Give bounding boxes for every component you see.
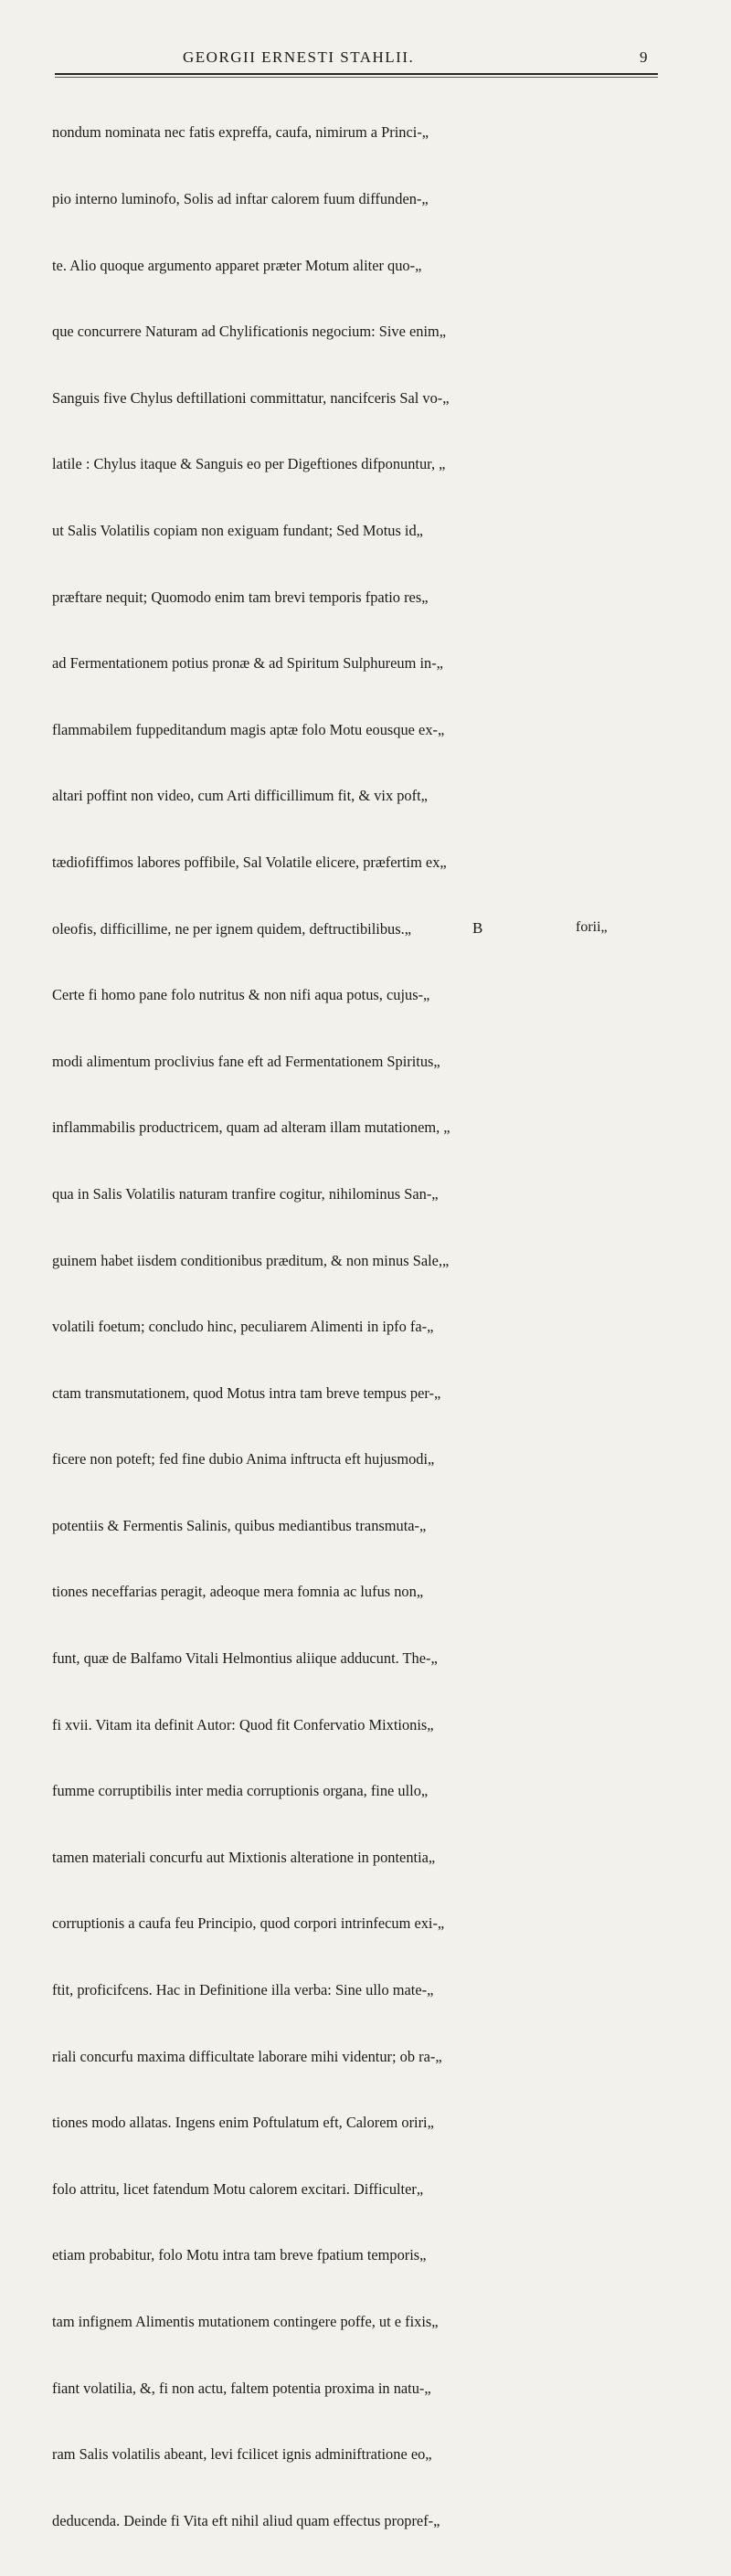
text-line: folo attritu, licet fatendum Motu calorem excitari. Difficulter„ — [52, 2179, 424, 2198]
text-line: ad Fermentationem potius pronæ & ad Spiritum Sulphureum in-„ — [52, 654, 443, 673]
text-line: potentiis & Fermentis Salinis, quibus mediantibus transmuta-„ — [52, 1516, 427, 1534]
text-line: fumme corruptibilis inter media corruptionis organa, fine ullo„ — [52, 1782, 429, 1800]
header-rule — [55, 73, 658, 75]
text-line: tamen materiali concurfu aut Mixtionis alteratione in pontentia„ — [52, 1848, 436, 1866]
text-line: Certe fi homo pane folo nutritus & non nifi aqua potus, cujus-„ — [52, 986, 430, 1004]
text-line: ut Salis Volatilis copiam non exiguam fundant; Sed Motus id„ — [52, 521, 423, 539]
text-line: funt, quæ de Balfamo Vitali Helmontius aliique adducunt. The-„ — [52, 1649, 438, 1668]
text-line: ficere non poteft; fed fine dubio Anima inftructa eft hujusmodi„ — [52, 1450, 435, 1468]
text-line: corruptionis a caufa feu Principio, quod corpori intrinfecum exi-„ — [52, 1914, 445, 1933]
text-line: nondum nominata nec fatis expreffa, caufa, nimirum a Princi-„ — [52, 123, 429, 142]
text-line: latile : Chylus itaque & Sanguis eo per Digeftiones difponuntur, „ — [52, 455, 446, 473]
page-number: 9 — [640, 48, 648, 66]
text-line: que concurrere Naturam ad Chylificationis negocium: Sive enim„ — [52, 323, 447, 341]
text-line: ram Salis volatilis abeant, levi fcilicet ignis adminiftratione eo„ — [52, 2445, 432, 2464]
text-line: tædiofiffimos labores poffibile, Sal Volatile elicere, præfertim ex„ — [52, 853, 447, 871]
catchword: forii„ — [576, 919, 608, 935]
text-line: Sanguis five Chylus deftillationi committatur, nancifceris Sal vo-„ — [52, 388, 450, 407]
text-line: fiant volatilia, &, fi non actu, faltem potentia proxima in natu-„ — [52, 2379, 431, 2397]
text-line: oleofis, difficillime, ne per ignem quidem, deftructibilibus.„ — [52, 919, 411, 938]
text-line: tam infignem Alimentis mutationem contingere poffe, ut e fixis„ — [52, 2313, 439, 2330]
text-line: præftare nequit; Quomodo enim tam brevi temporis fpatio res„ — [52, 588, 429, 606]
text-line: te. Alio quoque argumento apparet præter Motum aliter quo-„ — [52, 256, 422, 274]
text-line: deducenda. Deinde fi Vita eft nihil aliud quam effectus propref-„ — [52, 2511, 440, 2529]
text-line: ftit, proficifcens. Hac in Definitione illa verba: Sine ullo mate-„ — [52, 1981, 434, 1999]
text-line: fi xvii. Vitam ita definit Autor: Quod fit Confervatio Mixtionis„ — [52, 1715, 434, 1733]
text-line: guinem habet iisdem conditionibus præditum, & non minus Sale,„ — [52, 1251, 450, 1269]
text-line: tiones neceffarias peragit, adeoque mera fomnia ac lufus non„ — [52, 1583, 424, 1601]
running-head: GEORGII ERNESTI STAHLII. — [183, 48, 415, 66]
text-line: qua in Salis Volatilis naturam tranfire cogitur, nihilominus San-„ — [52, 1184, 439, 1203]
text-line: pio interno luminofo, Solis ad inftar calorem fuum diffunden-„ — [52, 190, 429, 207]
text-line: altari poffint non video, cum Arti difficillimum fit, & vix poft„ — [52, 787, 428, 805]
signature-mark: B — [472, 919, 483, 937]
text-line: inflammabilis productricem, quam ad alteram illam mutationem, „ — [52, 1118, 450, 1137]
text-line: tiones modo allatas. Ingens enim Poftulatum eft, Calorem oriri„ — [52, 2114, 434, 2132]
text-line: modi alimentum proclivius fane eft ad Fermentationem Spiritus„ — [52, 1052, 440, 1070]
text-line: volatili foetum; concludo hinc, peculiarem Alimenti in ipfo fa-„ — [52, 1318, 434, 1336]
body-text — [52, 78, 660, 2576]
text-line: riali concurfu maxima difficultate laborare mihi videntur; ob ra-„ — [52, 2047, 442, 2065]
text-line: ctam transmutationem, quod Motus intra tam breve tempus per-„ — [52, 1383, 441, 1402]
text-line: etiam probabitur, folo Motu intra tam breve fpatium temporis„ — [52, 2246, 427, 2264]
text-line: flammabilem fuppeditandum magis aptæ folo Motu eousque ex-„ — [52, 720, 445, 738]
